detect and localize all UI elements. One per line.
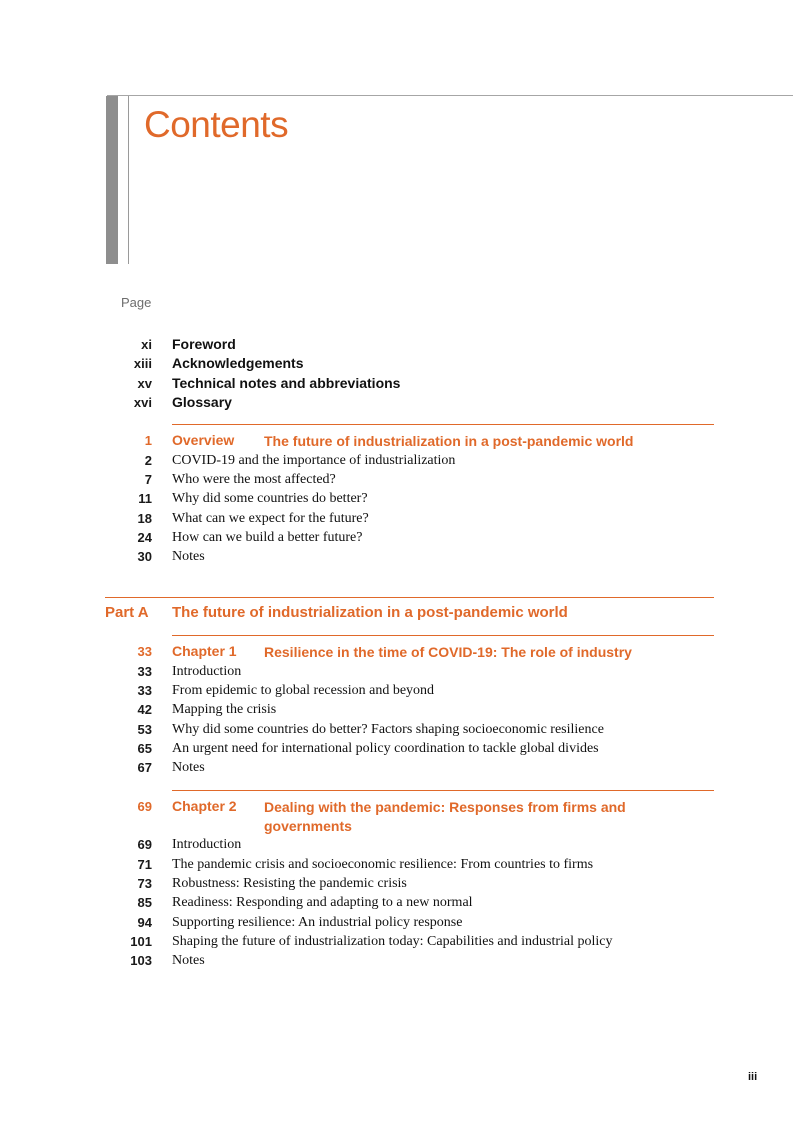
toc-entry[interactable] bbox=[0, 683, 793, 703]
toc-entry-title: How can we build a better future? bbox=[172, 530, 363, 545]
part-divider bbox=[105, 597, 714, 598]
toc-page-number: xv bbox=[137, 376, 152, 391]
toc-entry-title: Notes bbox=[172, 549, 205, 564]
toc-entry-title: Foreword bbox=[172, 336, 236, 352]
toc-entry-title: Glossary bbox=[172, 394, 232, 410]
toc-entry[interactable] bbox=[0, 491, 793, 511]
section-divider bbox=[172, 424, 714, 425]
toc-entry-title: Why did some countries do better? bbox=[172, 491, 368, 506]
toc-page-number: 30 bbox=[137, 549, 152, 564]
toc-entry[interactable] bbox=[0, 530, 793, 550]
toc-entry[interactable] bbox=[0, 760, 793, 780]
chapter-title: Dealing with the pandemic: Responses from firms and governments bbox=[264, 799, 626, 834]
toc-entry-title: Introduction bbox=[172, 837, 242, 852]
chapter-label: Chapter 2 bbox=[172, 798, 237, 814]
toc-entry-title: COVID-19 and the importance of industrialization bbox=[172, 453, 456, 468]
header-rule bbox=[107, 95, 793, 96]
chapter-title: Resilience in the time of COVID-19: The role of industry bbox=[264, 644, 632, 660]
toc-page-number: 101 bbox=[130, 934, 152, 949]
toc-entry[interactable] bbox=[0, 511, 793, 531]
toc-entry[interactable] bbox=[0, 876, 793, 896]
toc-entry-acknowledgements[interactable] bbox=[0, 356, 793, 376]
toc-part-a[interactable] bbox=[0, 605, 793, 625]
toc-page-number: xvi bbox=[133, 395, 152, 410]
toc-chapter-2[interactable] bbox=[0, 799, 793, 839]
section-divider bbox=[172, 790, 714, 791]
toc-page-number: 24 bbox=[137, 530, 152, 545]
toc-page-number: 69 bbox=[137, 837, 152, 852]
toc-entry-title: Robustness: Resisting the pandemic crisis bbox=[172, 876, 407, 891]
toc-page-number: 71 bbox=[137, 857, 152, 872]
toc-entry-glossary[interactable] bbox=[0, 395, 793, 415]
toc-entry-title: What can we expect for the future? bbox=[172, 511, 369, 526]
toc-entry[interactable] bbox=[0, 722, 793, 742]
toc-page-number: 33 bbox=[137, 664, 152, 679]
toc-entry-title: Notes bbox=[172, 953, 205, 968]
toc-entry[interactable] bbox=[0, 664, 793, 684]
toc-page-number: 53 bbox=[137, 722, 152, 737]
toc-entry[interactable] bbox=[0, 549, 793, 569]
toc-page-number: 33 bbox=[137, 644, 152, 659]
toc-page-number: 7 bbox=[144, 472, 152, 487]
toc-page-number: 67 bbox=[137, 760, 152, 775]
toc-entry-title: Supporting resilience: An industrial policy response bbox=[172, 915, 463, 930]
toc-entry[interactable] bbox=[0, 741, 793, 761]
page-column-label: Page bbox=[121, 295, 152, 310]
toc-entry[interactable] bbox=[0, 702, 793, 722]
part-title: The future of industrialization in a post-pandemic world bbox=[172, 604, 568, 621]
toc-entry[interactable] bbox=[0, 915, 793, 935]
toc-page-number: 42 bbox=[137, 702, 152, 717]
toc-page-number: 69 bbox=[137, 799, 152, 814]
toc-entry-title: Why did some countries do better? Factors shaping socioeconomic resilience bbox=[172, 722, 604, 737]
toc-entry[interactable] bbox=[0, 953, 793, 973]
header-accent-bar bbox=[106, 96, 118, 264]
toc-page-number: 11 bbox=[138, 491, 152, 506]
toc-entry[interactable] bbox=[0, 837, 793, 857]
toc-page-number: xiii bbox=[133, 356, 152, 371]
section-label: Overview bbox=[172, 432, 235, 448]
toc-entry[interactable] bbox=[0, 857, 793, 877]
toc-entry-title: The pandemic crisis and socioeconomic resilience: From countries to firms bbox=[172, 857, 594, 872]
chapter-label: Chapter 1 bbox=[172, 643, 237, 659]
toc-page-number: 18 bbox=[137, 511, 152, 526]
toc-page-number: 1 bbox=[144, 433, 152, 448]
section-divider bbox=[172, 635, 714, 636]
toc-entry-title: From epidemic to global recession and beyond bbox=[172, 683, 435, 698]
toc-entry[interactable] bbox=[0, 934, 793, 954]
toc-section-overview[interactable] bbox=[0, 433, 793, 453]
toc-entry-title: Technical notes and abbreviations bbox=[172, 375, 401, 391]
toc-entry-title: Acknowledgements bbox=[172, 355, 304, 371]
toc-entry-title: Notes bbox=[172, 760, 205, 775]
part-label: Part A bbox=[105, 604, 149, 621]
toc-page-number: 85 bbox=[137, 895, 152, 910]
toc-page-number: 65 bbox=[137, 741, 152, 756]
toc-entry-title: Who were the most affected? bbox=[172, 472, 336, 487]
toc-page-number: xi bbox=[141, 337, 152, 352]
page-title: Contents bbox=[144, 104, 289, 145]
toc-page-number: 33 bbox=[137, 683, 152, 698]
toc-entry[interactable] bbox=[0, 472, 793, 492]
toc-chapter-1[interactable] bbox=[0, 644, 793, 664]
toc-entry-title: Readiness: Responding and adapting to a new normal bbox=[172, 895, 473, 910]
toc-entry-title: Introduction bbox=[172, 664, 242, 679]
toc-page-number: 2 bbox=[144, 453, 152, 468]
toc-entry-foreword[interactable] bbox=[0, 337, 793, 357]
toc-page-number: 103 bbox=[130, 953, 152, 968]
toc-entry-technical-notes[interactable] bbox=[0, 376, 793, 396]
toc-entry[interactable] bbox=[0, 453, 793, 473]
toc-entry-title: An urgent need for international policy coordination to tackle global divides bbox=[172, 741, 599, 756]
toc-entry[interactable] bbox=[0, 895, 793, 915]
folio-page-number: iii bbox=[748, 1071, 758, 1083]
toc-entry-title: Shaping the future of industrialization today: Capabilities and industrial policy bbox=[172, 934, 613, 949]
toc-entry-title: Mapping the crisis bbox=[172, 702, 277, 717]
toc-page-number: 73 bbox=[137, 876, 152, 891]
header-thin-bar bbox=[128, 96, 129, 264]
toc-page-number: 94 bbox=[137, 915, 152, 930]
section-title: The future of industrialization in a post-pandemic world bbox=[264, 433, 634, 449]
